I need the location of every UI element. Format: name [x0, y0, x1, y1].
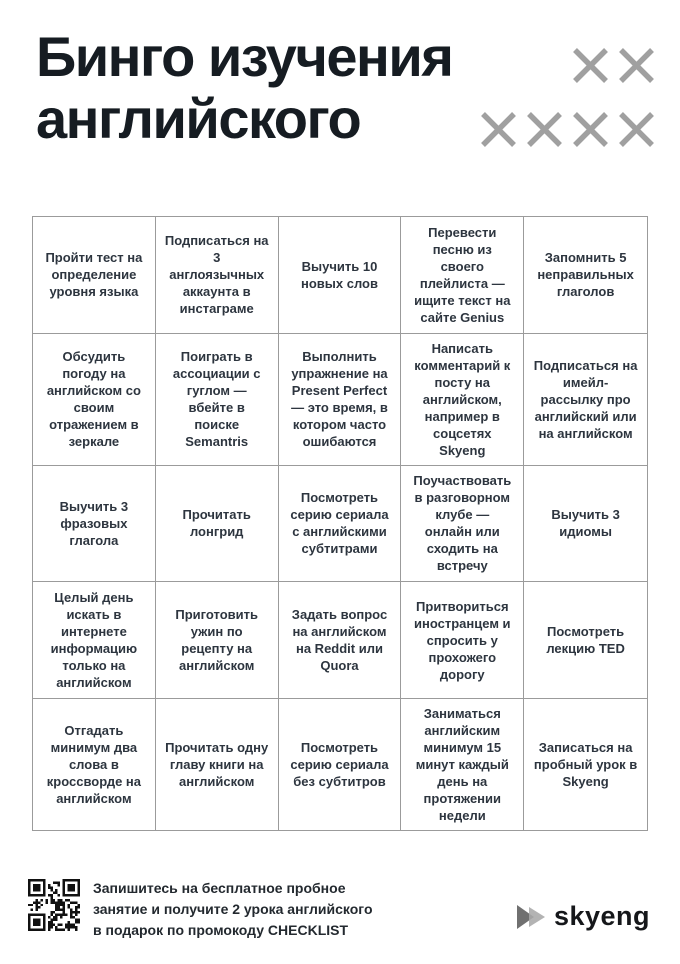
bingo-cell: Выучить 10 новых слов: [279, 217, 402, 334]
x-mark-icon: [618, 47, 655, 84]
x-marks-row-top: [572, 47, 655, 84]
bingo-cell: Посмотреть серию сериала с английскими субтитрами: [279, 466, 402, 583]
skyeng-logo: [516, 903, 650, 930]
page-title-line-1: Бинго изучения: [36, 25, 453, 88]
promo-line: Запишитесь на бесплатное пробное: [93, 880, 346, 896]
x-mark-icon: [480, 111, 517, 148]
bingo-cell: Пройти тест на определение уровня языка: [33, 217, 156, 334]
bingo-cell: Написать комментарий к посту на английском, например в соцсетях Skyeng: [401, 334, 524, 466]
bingo-cell: Поиграть в ассоциации с гуглом — вбейте в поиске Semantris: [156, 334, 279, 466]
bingo-cell: Запомнить 5 неправильных глаголов: [524, 217, 647, 334]
bingo-cell: Посмотреть серию сериала без субтитров: [279, 699, 402, 830]
bingo-cell: Перевести песню из своего плейлиста — ищите текст на сайте Genius: [401, 217, 524, 334]
bingo-cell: Посмотреть лекцию TED: [524, 582, 647, 699]
x-mark-icon: [618, 111, 655, 148]
play-triangles-icon: [516, 904, 547, 930]
x-mark-icon: [526, 111, 563, 148]
bingo-cell: Подписаться на 3 англоязычных аккаунта в инстаграме: [156, 217, 279, 334]
bingo-cell: Выучить 3 фразовых глагола: [33, 466, 156, 583]
page-title-line-2: английского: [36, 87, 361, 150]
x-mark-icon: [572, 111, 609, 148]
bingo-cell: Отгадать минимум два слова в кроссворде на английском: [33, 699, 156, 830]
x-marks-row-bottom: [480, 111, 655, 148]
bingo-cell: Записаться на пробный урок в Skyeng: [533, 739, 638, 789]
footer: [0, 872, 680, 942]
x-mark-icon: [572, 47, 609, 84]
skyeng-logo-text: skyeng: [553, 901, 650, 931]
page-title: [36, 26, 452, 150]
bingo-cell: Приготовить ужин по рецепту на английском: [156, 582, 279, 699]
bingo-grid: [32, 216, 648, 831]
qr-code: [28, 879, 80, 931]
promo-text: [93, 878, 373, 941]
bingo-cell: Задать вопрос на английском на Reddit или Quora: [279, 582, 402, 699]
bingo-cell: Обсудить погоду на английском со своим отражением в зеркале: [33, 334, 156, 466]
bingo-cell: Целый день искать в интернете информацию только на английском: [33, 582, 156, 699]
bingo-cell: Выполнить упражнение на Present Perfect — это время, в котором часто ошибаются: [279, 334, 402, 466]
promo-line: в подарок по промокоду CHECKLIST: [93, 922, 349, 938]
bingo-cell: Поучаствовать в разговорном клубе — онлайн или сходить на встречу: [401, 466, 524, 583]
bingo-cell: Подписаться на имейл-рассылку про английский или на английском: [524, 334, 647, 466]
bingo-cell: Выучить 3 идиомы: [524, 466, 647, 583]
bingo-cell: Заниматься английским минимум 15 минут каждый день на протяжении недели: [401, 699, 524, 830]
promo-line: занятие и получите 2 урока английского: [93, 901, 373, 917]
bingo-cell: Прочитать одну главу книги на английском: [156, 699, 279, 830]
bingo-cell: Прочитать лонгрид: [156, 466, 279, 583]
bingo-cell: Притвориться иностранцем и спросить у прохожего дорогу: [401, 582, 524, 699]
